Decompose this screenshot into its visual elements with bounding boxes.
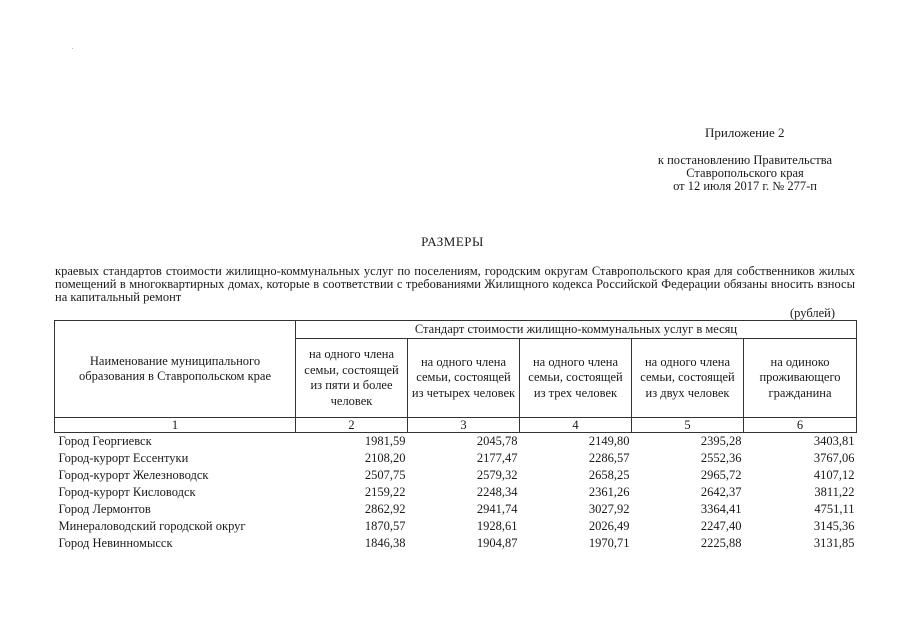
- table-row: [55, 535, 857, 552]
- cost-value: 2579,32: [476, 468, 518, 482]
- column-header-four: на одного члена семьи, состоящей из четырех человек: [408, 339, 520, 418]
- cost-value: 2247,40: [700, 519, 742, 533]
- table-row: [55, 450, 857, 467]
- cost-value: 4107,12: [813, 468, 855, 482]
- cost-value: 1870,57: [364, 519, 406, 533]
- cost-value: 2941,74: [476, 502, 518, 516]
- column-number: 4: [520, 418, 632, 433]
- cost-value: 2286,57: [588, 451, 630, 465]
- appendix-title: Приложение 2: [705, 125, 785, 140]
- appendix-ref-line: от 12 июля 2017 г. № 277-п: [673, 179, 817, 193]
- cost-standard-group-header: Стандарт стоимости жилищно-коммунальных услуг в месяц: [296, 321, 857, 339]
- table-row: [55, 433, 857, 451]
- column-header-two: на одного члена семьи, состоящей из двух человек: [632, 339, 744, 418]
- municipality-name: Город Георгиевск: [58, 434, 152, 448]
- cost-value: 3767,06: [813, 451, 855, 465]
- table-row: [55, 518, 857, 535]
- column-header-single: на одиноко проживающего гражданина: [744, 339, 857, 418]
- cost-value: 1970,71: [588, 536, 630, 550]
- cost-value: 1928,61: [476, 519, 518, 533]
- municipality-column-header: Наименование муниципального образования в Ставропольском крае: [55, 321, 296, 418]
- table-row: [55, 501, 857, 518]
- cost-value: 3364,41: [700, 502, 742, 516]
- cost-value: 1846,38: [364, 536, 406, 550]
- cost-value: 2658,25: [588, 468, 630, 482]
- cost-value: 2552,36: [700, 451, 742, 465]
- cost-value: 2149,80: [588, 434, 630, 448]
- cost-value: 2177,47: [476, 451, 518, 465]
- cost-value: 2507,75: [364, 468, 406, 482]
- currency-note: (рублей): [790, 306, 836, 320]
- document-subtitle: краевых стандартов стоимости жилищно-коммунальных услуг по поселениям, городским округам Ставропольского края для собственников жилых помещений в многоквартирных домах, которые в соответствии с требованиями Жилищного кодекса Российской Федерации обязаны вносить взносы на капитальный ремонт: [55, 264, 855, 304]
- column-number: 3: [408, 418, 520, 433]
- municipality-name: Минераловодский городской округ: [58, 519, 246, 533]
- rates-table: [54, 320, 857, 552]
- column-number: 6: [744, 418, 857, 433]
- cost-value: 2642,37: [700, 485, 742, 499]
- cost-value: 2361,26: [588, 485, 630, 499]
- column-header-three: на одного члена семьи, состоящей из трех человек: [520, 339, 632, 418]
- column-header-five-plus: на одного члена семьи, состоящей из пяти и более человек: [296, 339, 408, 418]
- cost-value: 3027,92: [588, 502, 630, 516]
- municipality-name: Город-курорт Кисловодск: [58, 485, 196, 499]
- cost-value: 3131,85: [813, 536, 855, 550]
- appendix-ref-line: Ставропольского края: [686, 166, 804, 180]
- cost-value: 1904,87: [476, 536, 518, 550]
- scan-dot: [72, 48, 73, 49]
- cost-value: 4751,11: [814, 502, 855, 516]
- cost-value: 2159,22: [364, 485, 406, 499]
- municipality-name: Город-курорт Железноводск: [58, 468, 209, 482]
- cost-value: 3145,36: [813, 519, 855, 533]
- cost-value: 2045,78: [476, 434, 518, 448]
- municipality-name: Город Лермонтов: [58, 502, 151, 516]
- column-number: 5: [632, 418, 744, 433]
- table-row: [55, 484, 857, 501]
- cost-value: 1981,59: [364, 434, 406, 448]
- column-number: 1: [55, 418, 296, 433]
- municipality-name: Город-курорт Ессентуки: [58, 451, 189, 465]
- cost-value: 2965,72: [700, 468, 742, 482]
- cost-value: 2026,49: [588, 519, 630, 533]
- municipality-name: Город Невинномысск: [58, 536, 173, 550]
- appendix-reference: [620, 154, 870, 193]
- cost-value: 3811,22: [814, 485, 855, 499]
- cost-value: 2248,34: [476, 485, 518, 499]
- cost-value: 3403,81: [813, 434, 855, 448]
- cost-value: 2108,20: [364, 451, 406, 465]
- cost-value: 2862,92: [364, 502, 406, 516]
- table-row: [55, 467, 857, 484]
- column-number: 2: [296, 418, 408, 433]
- appendix-ref-line: к постановлению Правительства: [657, 153, 833, 167]
- document-title: РАЗМЕРЫ: [421, 234, 484, 249]
- cost-value: 2395,28: [700, 434, 742, 448]
- cost-value: 2225,88: [700, 536, 742, 550]
